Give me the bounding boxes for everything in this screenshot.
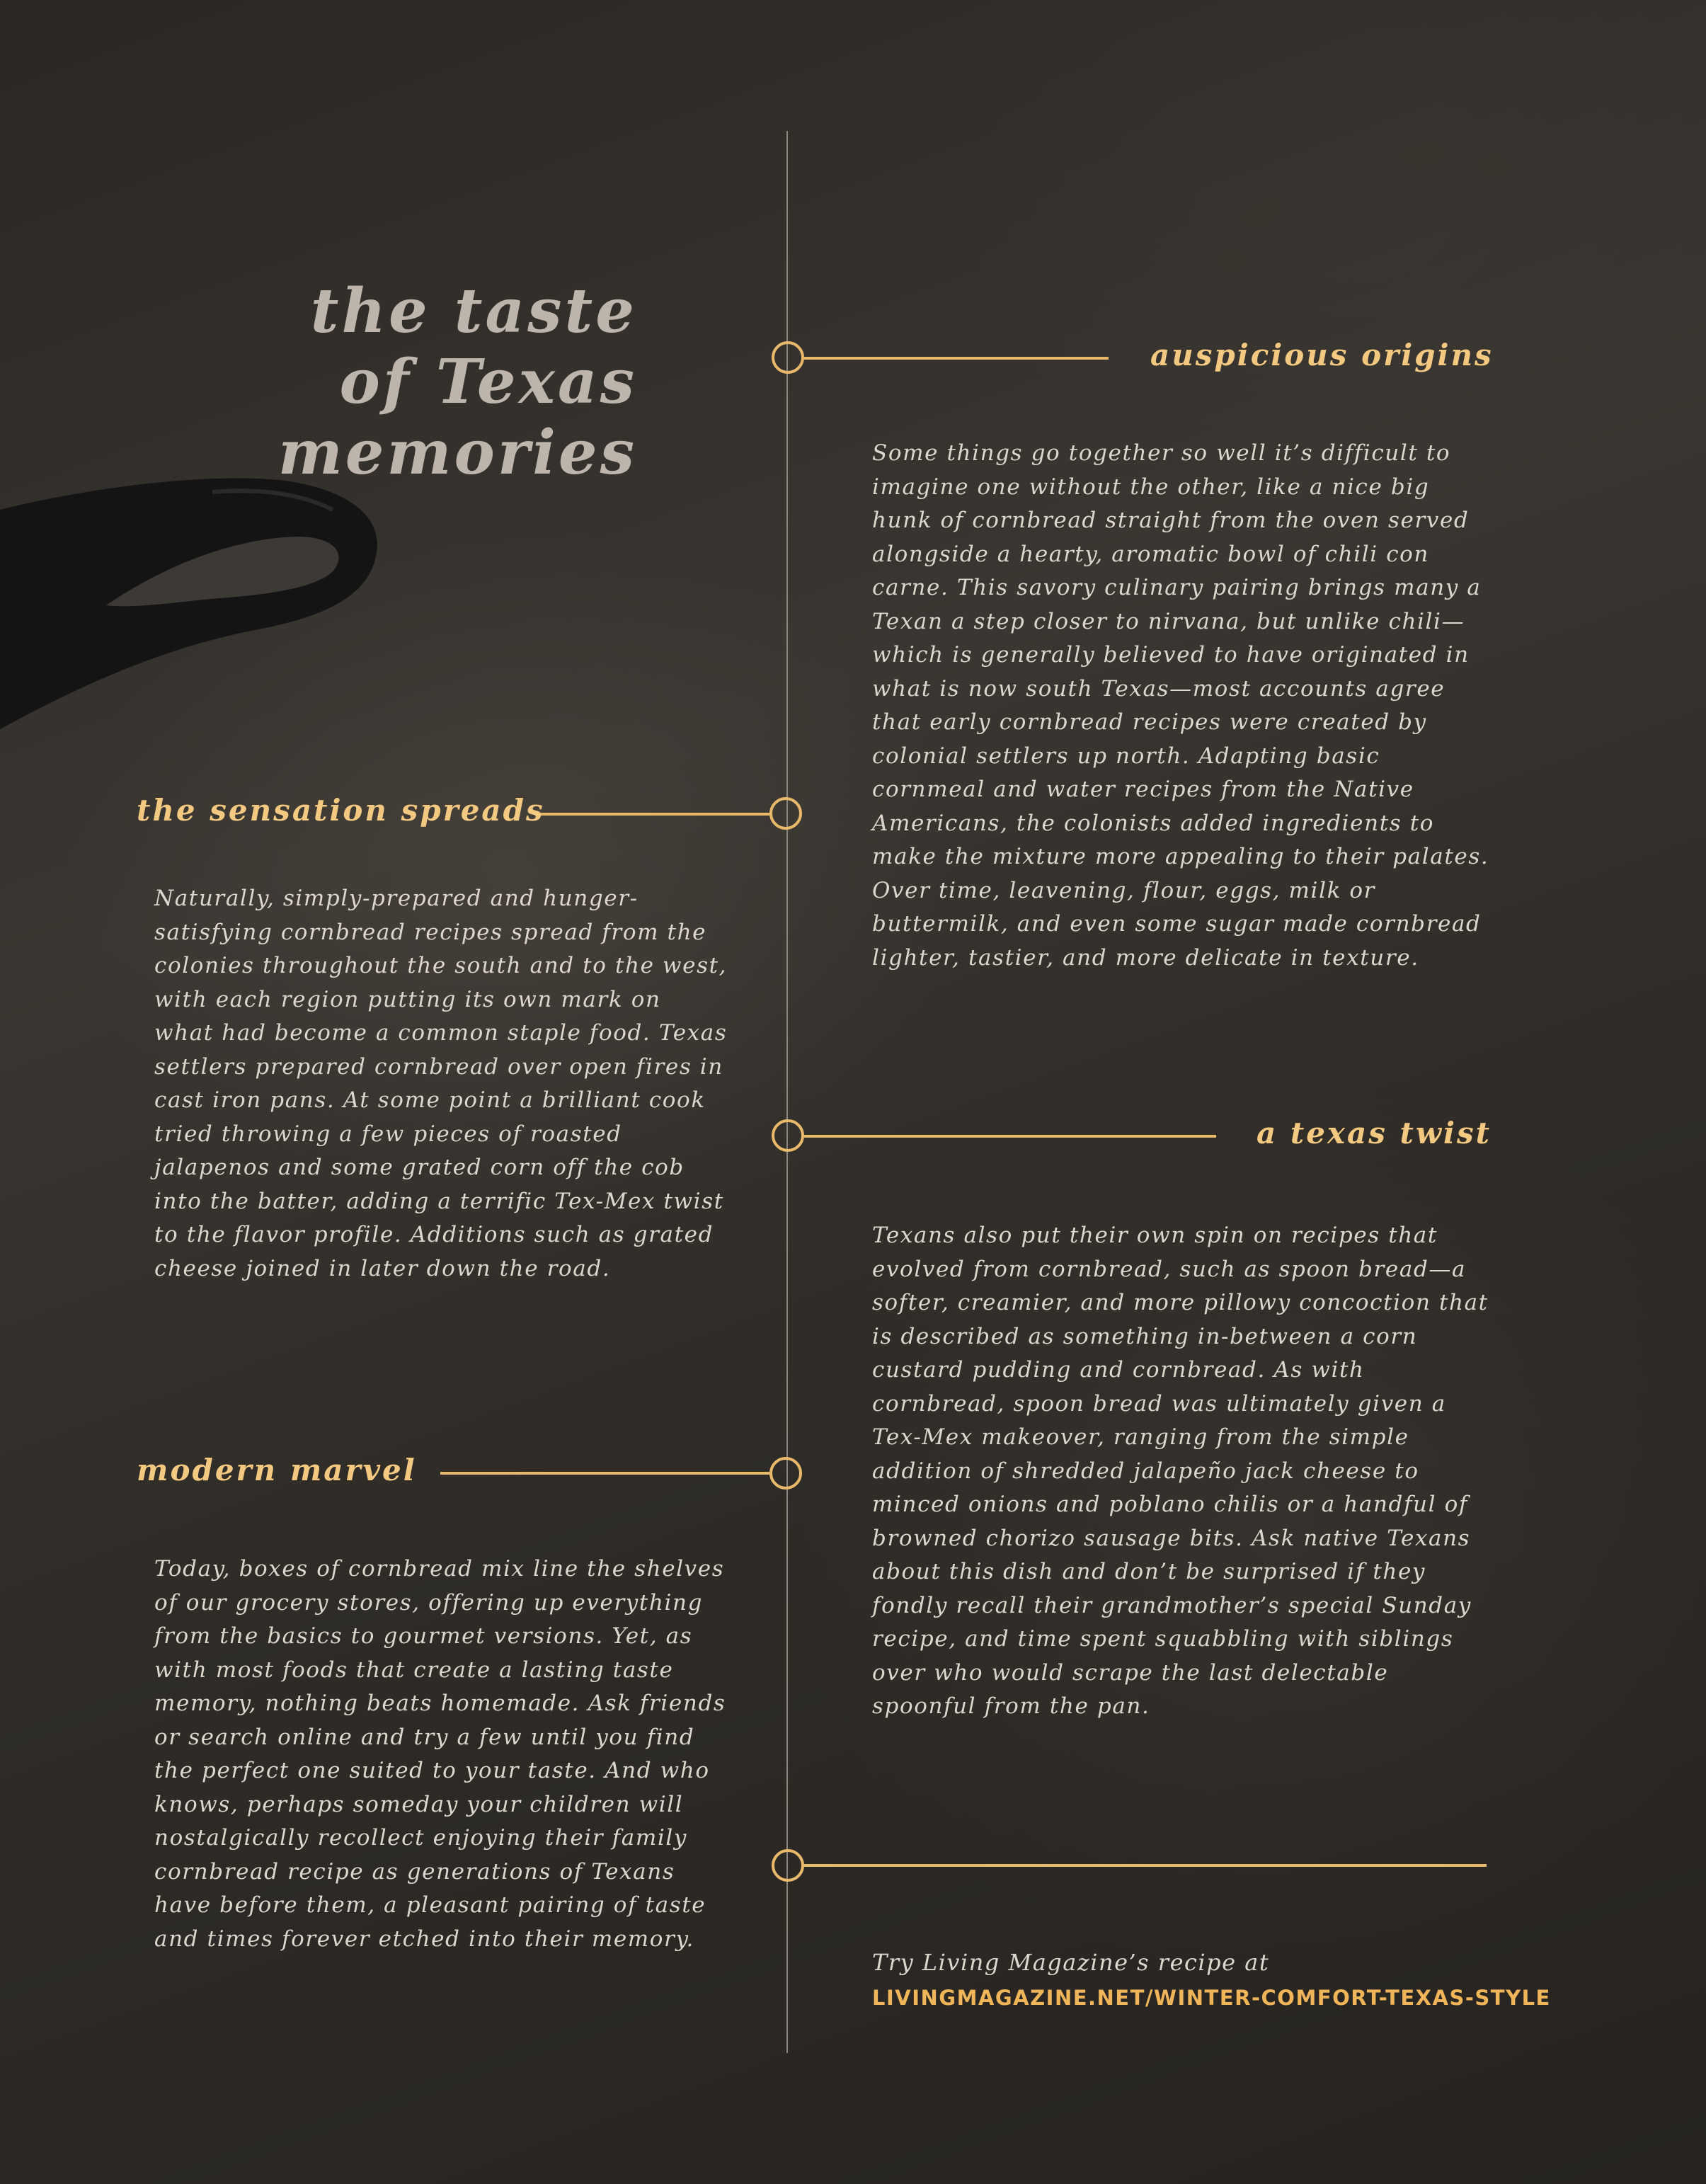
title-line-1: the taste — [310, 275, 637, 347]
timeline-node-footer — [772, 1849, 804, 1882]
timeline-spine — [786, 131, 788, 2053]
timeline-node-twist — [772, 1119, 804, 1152]
section-body-modern: Today, boxes of cornbread mix line the shelves of our grocery stores, offering up everything from the basics to gourmet versions. Yet, as with most foods that create a lasting taste memory, nothing beats homemade. Ask friends or search online and try a few until you find the perfect one suited to your taste. And who knows, perhaps someday your children will nostalgically recollect enjoying their family cornbread recipe as generations of Texans have before them, a pleasant pairing of taste and times forever etched into their memory. — [154, 1556, 726, 1952]
section-heading-twist: a texas twist — [1256, 1116, 1492, 1150]
cast-iron-skillet-handle-image — [0, 453, 396, 750]
timeline-node-origins — [772, 341, 804, 374]
section-heading-spreads: the sensation spreads — [137, 793, 545, 828]
section-body-origins: Some things go together so well it’s difficult to imagine one without the other, like a nice big hunk of cornbread straight from the oven served alongside a hearty, aromatic bowl of chili con carne. This savory culinary pairing brings many a Texan a step closer to nirvana, but unlike chili—which is generally believed to have originated in what is now south Texas—most accounts agree that early cornbread recipes were created by colonial settlers up north. Adapting basic cornmeal and water recipes from the Native Americans, the colonists added ingredients to make the mixture more appealing to their palates. Over time, leavening, flour, eggs, milk or buttermilk, and even some sugar made cornbread lighter, tastier, and more delicate in texture. — [872, 440, 1489, 971]
recipe-callout-text: Try Living Magazine’s recipe at — [872, 1949, 1270, 1976]
title-line-3: memories — [277, 417, 637, 488]
section-body-spreads: Naturally, simply-prepared and hunger-satisfying cornbread recipes spread from the colonies throughout the south and to the west, with each region putting its own mark on what had become a common staple food. Texas settlers prepared cornbread over open fires in cast iron pans. At some point a brilliant cook tried throwing a few pieces of roasted jalapenos and some grated corn off the cob into the batter, adding a terrific Tex-Mex twist to the flavor profile. Additions such as grated cheese joined in later down the road. — [154, 886, 728, 1281]
timeline-connector-footer — [804, 1864, 1487, 1867]
timeline-connector-twist — [804, 1135, 1216, 1138]
timeline-node-spreads — [769, 797, 802, 830]
page-title — [269, 276, 637, 488]
timeline-connector-origins — [804, 357, 1109, 360]
timeline-node-modern — [769, 1457, 802, 1490]
section-heading-modern: modern marvel — [137, 1453, 417, 1487]
timeline-connector-modern — [440, 1472, 769, 1475]
title-line-2: of Texas — [339, 346, 637, 418]
recipe-url-link[interactable]: LIVINGMAGAZINE.NET/WINTER-COMFORT-TEXAS-STYLE — [872, 1986, 1551, 2010]
section-heading-origins: auspicious origins — [1150, 338, 1494, 372]
section-body-twist: Texans also put their own spin on recipes that evolved from cornbread, such as spoon bread—a softer, creamier, and more pillowy concoction that is described as something in-between a corn custard pudding and cornbread. As with cornbread, spoon bread was ultimately given a Tex-Mex makeover, ranging from the simple addition of shredded jalapeño jack cheese to minced onions and poblano chilis or a handful of browned chorizo sausage bits. Ask native Texans about this dish and don’t be surprised if they fondly recall their grandmother’s special Sunday recipe, and time spent squabbling with siblings over who would scrape the last delectable spoonful from the pan. — [872, 1223, 1489, 1719]
timeline-connector-spreads — [535, 813, 769, 816]
